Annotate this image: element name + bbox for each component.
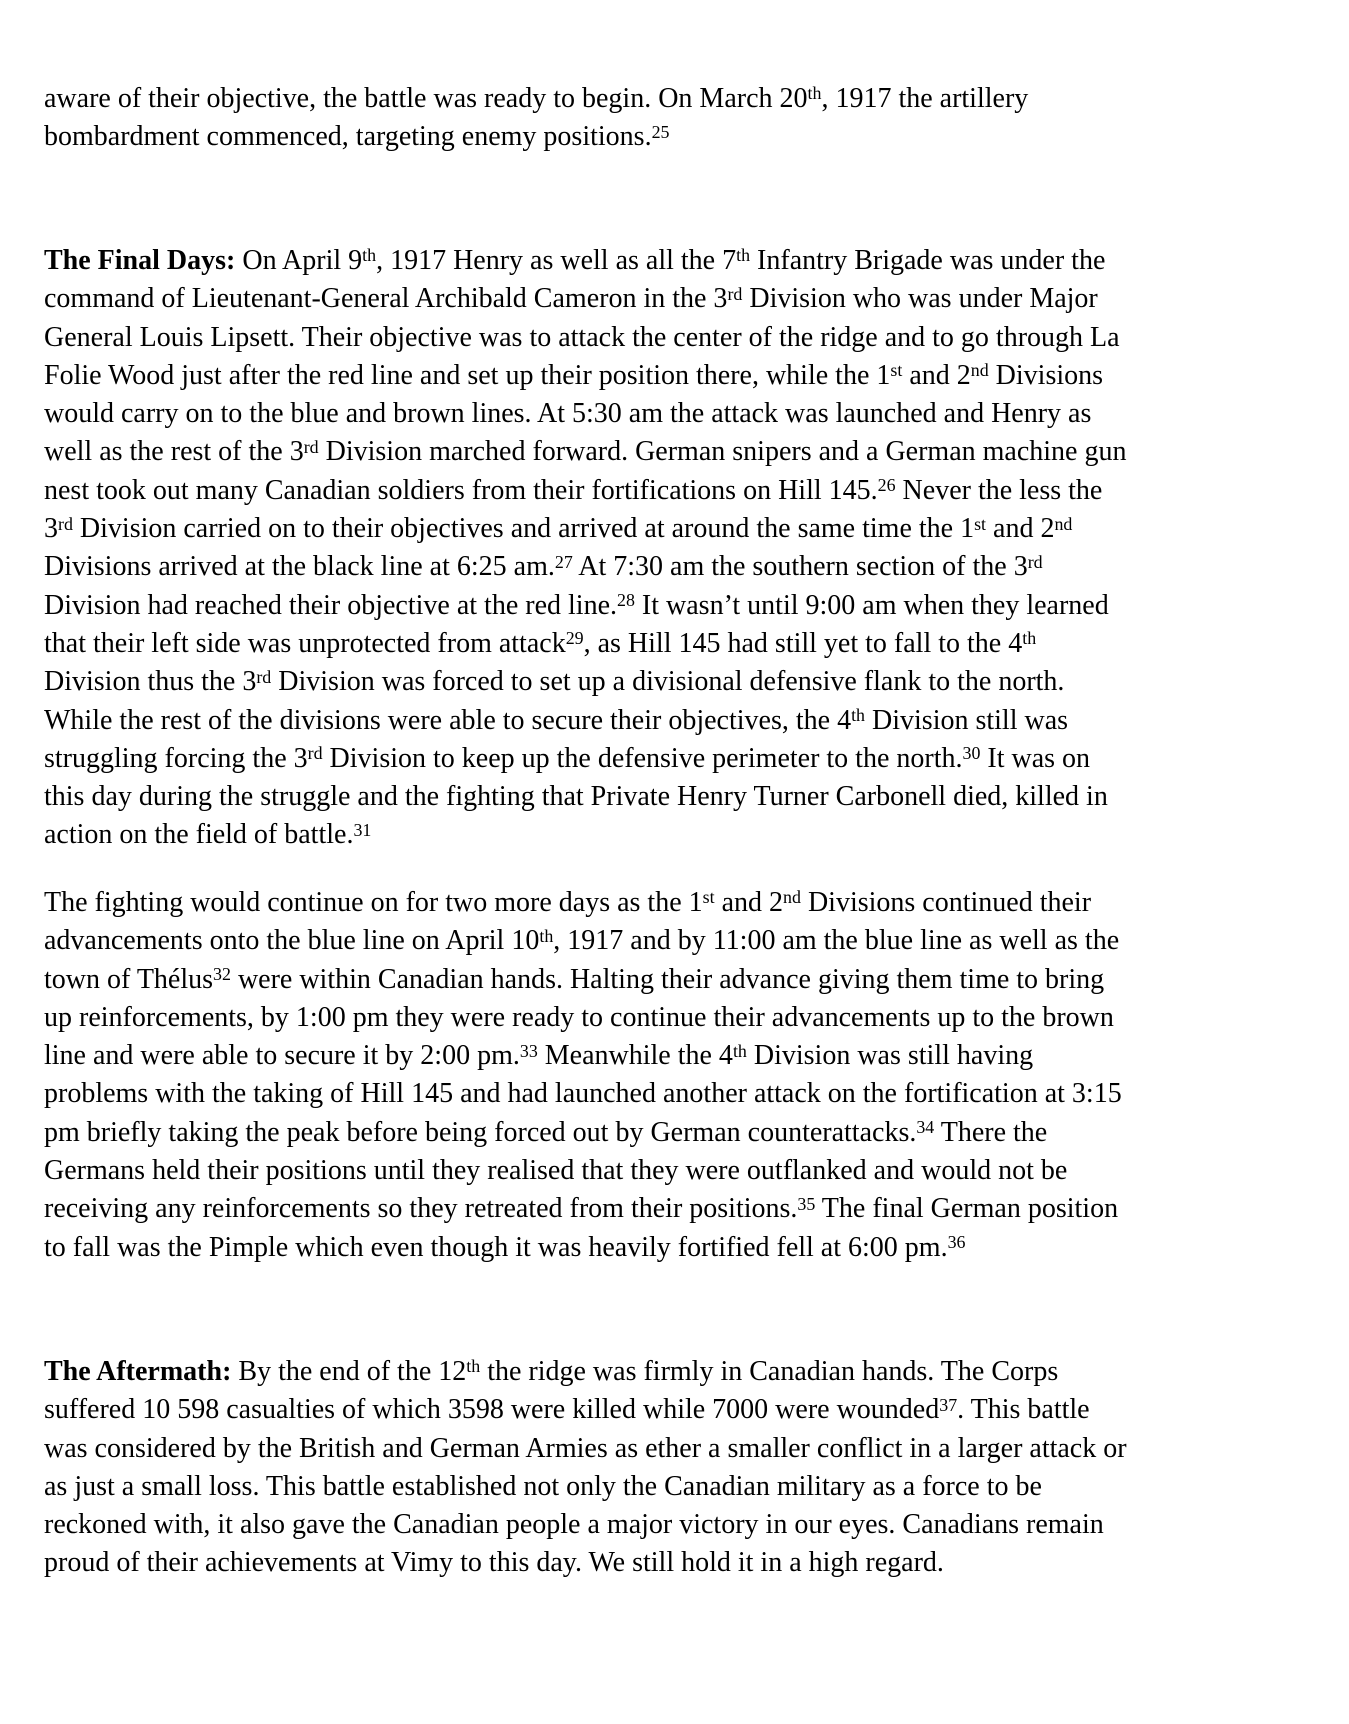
footnote-superscript: th	[466, 1356, 481, 1377]
text-line: advancements onto the blue line on April 10th, 1917 and by 11:00 am the blue line as well as the	[44, 925, 1120, 957]
footnote-superscript: 35	[797, 1193, 816, 1214]
text-line: this day during the struggle and the fighting that Private Henry Turner Carbonell died, killed in	[44, 781, 1108, 813]
footnote-superscript: 37	[939, 1394, 958, 1415]
text-line: Division had reached their objective at the red line.$^{28}$ It wasn’t until 9:00 am when they learned	[44, 589, 1109, 621]
text-line: town of Thélus$^{32}$ were within Canadian hands. Halting their advance giving them time to bring	[44, 963, 1105, 995]
paragraph-final-days	[44, 242, 1314, 855]
footnote-superscript: st	[890, 360, 903, 381]
text-line: struggling forcing the 3rd Division to keep up the defensive perimeter to the north.$^{30}$ It was on	[44, 742, 1091, 774]
footnote-superscript: th	[1022, 628, 1037, 649]
text-line: that their left side was unprotected from attack$^{29}$, as Hill 145 had still yet to fall to the 4th	[44, 627, 1037, 659]
text-line: 3rd Division carried on to their objectives and arrived at around the same time the 1st and 2nd	[44, 513, 1073, 545]
text-line: command of Lieutenant-General Archibald Cameron in the 3rd Division who was under Major	[44, 283, 1098, 315]
footnote-superscript: st	[702, 887, 715, 908]
text-line: receiving any reinforcements so they retreated from their positions.$^{35}$ The final German position	[44, 1193, 1119, 1225]
footnote-superscript: 33	[519, 1040, 538, 1061]
footnote-superscript: th	[732, 1040, 747, 1061]
paragraph-fighting	[44, 884, 1314, 1267]
footnote-superscript: th	[851, 705, 866, 726]
text-line: The Final Days: On April 9th, 1917 Henry as well as all the 7th Infantry Brigade was under the	[44, 245, 1106, 276]
footnote-superscript: rd	[307, 743, 323, 764]
footnote-superscript: th	[539, 925, 554, 946]
footnote-superscript: th	[807, 83, 822, 104]
section-heading: The Aftermath:	[44, 1356, 232, 1387]
section-heading: The Final Days:	[44, 245, 236, 276]
footnote-superscript: st	[974, 513, 987, 534]
footnote-superscript: 32	[213, 964, 231, 985]
text-line: would carry on to the blue and brown lines. At 5:30 am the attack was launched and Henry as	[44, 398, 1092, 430]
paragraph-aftermath	[44, 1353, 1314, 1583]
footnote-superscript: rd	[1027, 551, 1043, 572]
text-line: line and were able to secure it by 2:00 pm.$^{33}$ Meanwhile the 4th Division was still having	[44, 1040, 1034, 1072]
footnote-superscript: nd	[783, 887, 801, 908]
footnote-superscript: rd	[256, 666, 272, 687]
text-line: well as the rest of the 3rd Division marched forward. German snipers and a German machine gun	[44, 436, 1127, 468]
footnote-superscript: 29	[565, 628, 584, 649]
text-line: proud of their achievements at Vimy to this day. We still hold it in a high regard.	[44, 1547, 944, 1579]
text-line: as just a small loss. This battle established not only the Canadian military as a force to be	[44, 1470, 1042, 1502]
footnote-superscript: rd	[303, 436, 319, 457]
footnote-superscript: 27	[554, 551, 573, 572]
text-line: Folie Wood just after the red line and set up their position there, while the 1st and 2nd Divisions	[44, 359, 1104, 391]
text-line: bombardment commenced, targeting enemy positions.$^{25}$	[44, 121, 670, 153]
text-line: problems with the taking of Hill 145 and had launched another attack on the fortification at 3:15	[44, 1078, 1122, 1110]
text-line: nest took out many Canadian soldiers from their fortifications on Hill 145.26 Never the less the	[44, 474, 1103, 506]
footnote-superscript: rd	[58, 513, 73, 534]
footnote-superscript: nd	[970, 360, 989, 381]
footnote-superscript: rd	[727, 283, 743, 304]
text-line: aware of their objective, the battle was ready to begin. On March 20th, 1917 the artillery	[44, 83, 1029, 114]
footnote-superscript: 34	[916, 1117, 935, 1138]
paragraph-intro	[44, 80, 1314, 157]
text-line: suffered 10 598 casualties of which 3598 were killed while 7000 were wounded$^{37}$. This battle	[44, 1394, 1090, 1426]
footnote-superscript: 30	[962, 743, 981, 764]
footnote-superscript: 25	[651, 121, 670, 142]
text-line: Division thus the 3rd Division was forced to set up a divisional defensive flank to the north.	[44, 666, 1065, 698]
text-line: Germans held their positions until they realised that they were outflanked and would not be	[44, 1155, 1068, 1187]
text-line: General Louis Lipsett. Their objective was to attack the center of the ridge and to go through La	[44, 321, 1120, 353]
footnote-superscript: 28	[617, 590, 635, 611]
text-line: to fall was the Pimple which even though it was heavily fortified fell at 6:00 pm.$^{36}$	[44, 1231, 966, 1263]
text-line: reckoned with, it also gave the Canadian people a major victory in our eyes. Canadians remain	[44, 1509, 1104, 1541]
footnote-superscript: th	[736, 245, 751, 266]
footnote-superscript: nd	[1054, 513, 1073, 534]
footnote-superscript: th	[362, 245, 377, 266]
footnote-superscript: 26	[877, 475, 896, 496]
text-line: The fighting would continue on for two more days as the 1st and 2nd Divisions continued their	[44, 887, 1092, 918]
text-line: The Aftermath: By the end of the 12th the ridge was firmly in Canadian hands. The Corps	[44, 1356, 1059, 1387]
text-line: up reinforcements, by 1:00 pm they were ready to continue their advancements up to the brown	[44, 1001, 1114, 1033]
footnote-superscript: 31	[353, 819, 372, 840]
footnote-superscript: 36	[947, 1232, 966, 1253]
text-line: While the rest of the divisions were able to secure their objectives, the 4th Division still was	[44, 704, 1069, 736]
text-line: Divisions arrived at the black line at 6:25 am.$^{27}$ At 7:30 am the southern section of the 3rd	[44, 551, 1043, 583]
text-line: pm briefly taking the peak before being forced out by German counterattacks.$^{34}$ There the	[44, 1116, 1048, 1148]
text-line: was considered by the British and German Armies as ether a smaller conflict in a larger attack or	[44, 1432, 1127, 1464]
text-line: action on the field of battle.$^{31}$	[44, 819, 372, 851]
